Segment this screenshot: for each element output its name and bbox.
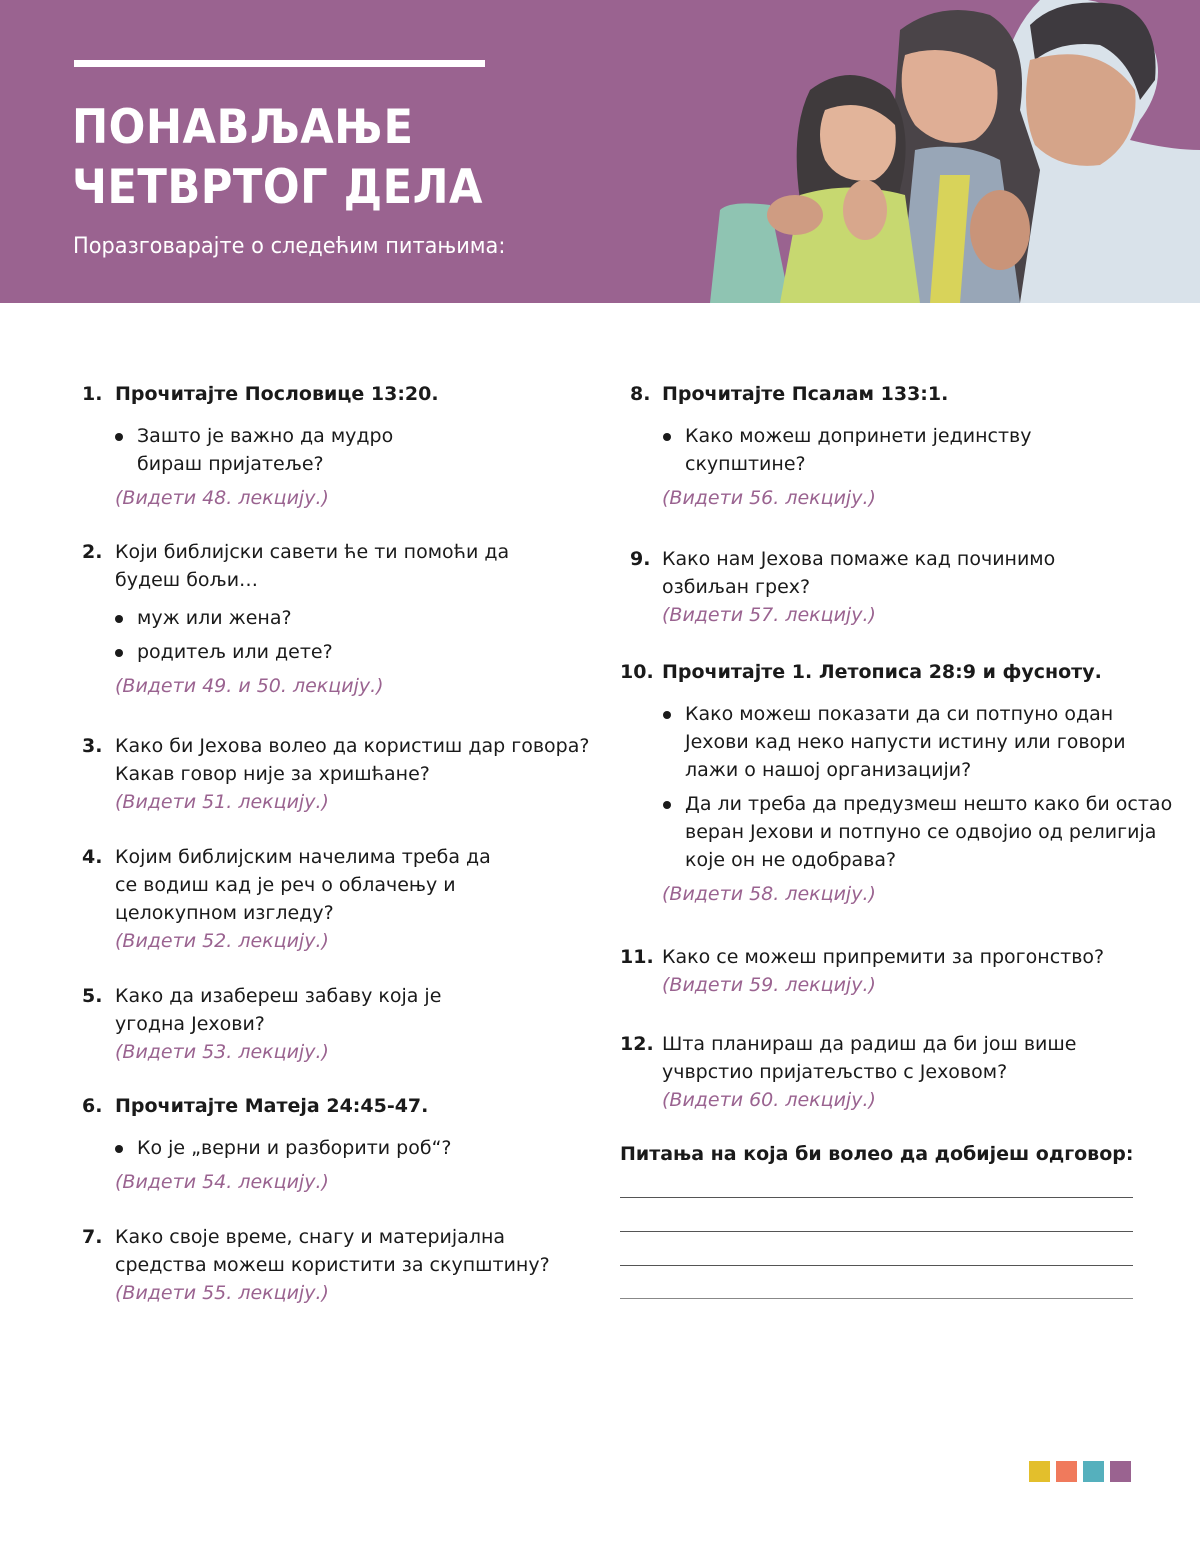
- swatch-yellow: [1029, 1461, 1050, 1482]
- swatch-purple: [1110, 1461, 1131, 1482]
- lesson-reference: (Видети 60. лекцију.): [662, 1089, 876, 1111]
- question-number: 7.: [82, 1226, 103, 1248]
- lesson-reference: (Видети 51. лекцију.): [115, 791, 329, 813]
- bullet-text: Да ли треба да предузмеш нешто како би остао веран Јехови и потпуно се одвојио од религија које он не одобрава?: [685, 793, 1173, 871]
- question-item-5: [82, 982, 602, 1066]
- lesson-reference: (Видети 49. и 50. лекцију.): [115, 675, 384, 697]
- question-bullet: [685, 422, 1065, 478]
- page-subtitle: Поразговарајте о следећим питањима:: [73, 234, 506, 259]
- lesson-reference: (Видети 55. лекцију.): [115, 1282, 329, 1304]
- question-number: 4.: [82, 846, 103, 868]
- question-text: Како би Јехова волео да користиш дар говора? Какав говор није за хришћане?: [115, 735, 590, 785]
- question-bullet: [137, 1134, 602, 1162]
- answer-line-1[interactable]: [620, 1197, 1133, 1198]
- question-number: 5.: [82, 985, 103, 1007]
- lesson-reference: (Видети 52. лекцију.): [115, 930, 329, 952]
- bullet-dot-icon: [663, 433, 671, 441]
- question-number: 11.: [620, 946, 654, 968]
- question-number: 9.: [630, 548, 651, 570]
- lesson-reference: (Видети 54. лекцију.): [115, 1171, 329, 1193]
- swatch-coral: [1056, 1461, 1077, 1482]
- question-text: Прочитајте Псалам 133:1.: [662, 383, 949, 405]
- answer-line-2[interactable]: [620, 1231, 1133, 1232]
- question-number: 8.: [630, 383, 651, 405]
- question-item-6: [82, 1092, 602, 1196]
- question-item-10: [620, 658, 1173, 908]
- question-bullet: [685, 700, 1185, 784]
- question-text: Како своје време, снагу и материјална средства можеш користити за скупштину?: [115, 1226, 550, 1276]
- question-item-9: [630, 545, 1150, 629]
- question-text: Како се можеш припремити за прогонство?: [662, 946, 1105, 968]
- header-rule-divider: [74, 60, 485, 67]
- question-item-8: [630, 380, 1150, 512]
- question-text: Прочитајте 1. Летописа 28:9 и фусноту.: [662, 661, 1102, 683]
- lesson-reference: (Видети 58. лекцију.): [662, 883, 876, 905]
- page-header: [0, 0, 1200, 303]
- question-text: Којим библијским начелима треба да се водиш кад је реч о облачењу и целокупном изгледу?: [115, 846, 491, 924]
- answer-line-3[interactable]: [620, 1265, 1133, 1266]
- bullet-text: родитељ или дете?: [137, 641, 333, 663]
- color-swatch-strip: [1029, 1461, 1131, 1482]
- bullet-dot-icon: [115, 615, 123, 623]
- bullet-text: Ко је „верни и разборити роб“?: [137, 1137, 452, 1159]
- question-item-12: [620, 1030, 1140, 1114]
- question-item-4: [82, 843, 602, 955]
- lesson-reference: (Видети 56. лекцију.): [662, 487, 876, 509]
- question-number: 1.: [82, 383, 103, 405]
- bullet-text: Како можеш показати да си потпуно одан Јехови кад неко напусти истину или говори лажи о нашој организацији?: [685, 703, 1126, 781]
- question-text: Прочитајте Пословице 13:20.: [115, 383, 439, 405]
- question-number: 10.: [620, 661, 654, 683]
- question-item-3: [82, 732, 602, 816]
- question-text: Који библијски савети ће ти помоћи да будеш бољи…: [115, 541, 510, 591]
- bullet-dot-icon: [115, 433, 123, 441]
- page-title: [72, 98, 483, 218]
- bullet-text: Како можеш допринети јединству скупштине?: [685, 425, 1032, 475]
- lesson-reference: (Видети 48. лекцију.): [115, 487, 329, 509]
- family-praying-illustration: [700, 0, 1200, 303]
- question-number: 3.: [82, 735, 103, 757]
- swatch-teal: [1083, 1461, 1104, 1482]
- question-bullet: [137, 422, 437, 478]
- lesson-reference: (Видети 59. лекцију.): [662, 974, 876, 996]
- question-item-7: [82, 1223, 602, 1307]
- answer-section-title: Питања на која би волео да добијеш одговор:: [620, 1143, 1134, 1165]
- bullet-text: Зашто је важно да мудро бираш пријатеље?: [137, 425, 394, 475]
- bullet-dot-icon: [115, 1145, 123, 1153]
- question-number: 12.: [620, 1033, 654, 1055]
- bullet-dot-icon: [663, 801, 671, 809]
- question-text: Како да изабереш забаву која је угодна Јехови?: [115, 985, 442, 1035]
- question-bullet: [137, 604, 602, 632]
- lesson-reference: (Видети 57. лекцију.): [662, 604, 876, 626]
- page-title-line-1: ПОНАВЉАЊЕ: [72, 100, 414, 155]
- question-bullet: [685, 790, 1195, 874]
- question-bullet: [137, 638, 602, 666]
- bullet-dot-icon: [663, 711, 671, 719]
- lesson-reference: (Видети 53. лекцију.): [115, 1041, 329, 1063]
- question-item-1: [82, 380, 602, 512]
- question-number: 6.: [82, 1095, 103, 1117]
- page-title-line-2: ЧЕТВРТОГ ДЕЛА: [72, 160, 483, 215]
- question-item-11: [620, 943, 1140, 999]
- question-text: Како нам Јехова помаже кад починимо озбиљан грех?: [662, 548, 1056, 598]
- bullet-dot-icon: [115, 649, 123, 657]
- question-text: Шта планираш да радиш да би још више учврстио пријатељство с Јеховом?: [662, 1033, 1077, 1083]
- question-text: Прочитајте Матеја 24:45-47.: [115, 1095, 429, 1117]
- bullet-text: муж или жена?: [137, 607, 292, 629]
- question-number: 2.: [82, 541, 103, 563]
- question-item-2: [82, 538, 602, 700]
- answer-line-4[interactable]: [620, 1298, 1133, 1299]
